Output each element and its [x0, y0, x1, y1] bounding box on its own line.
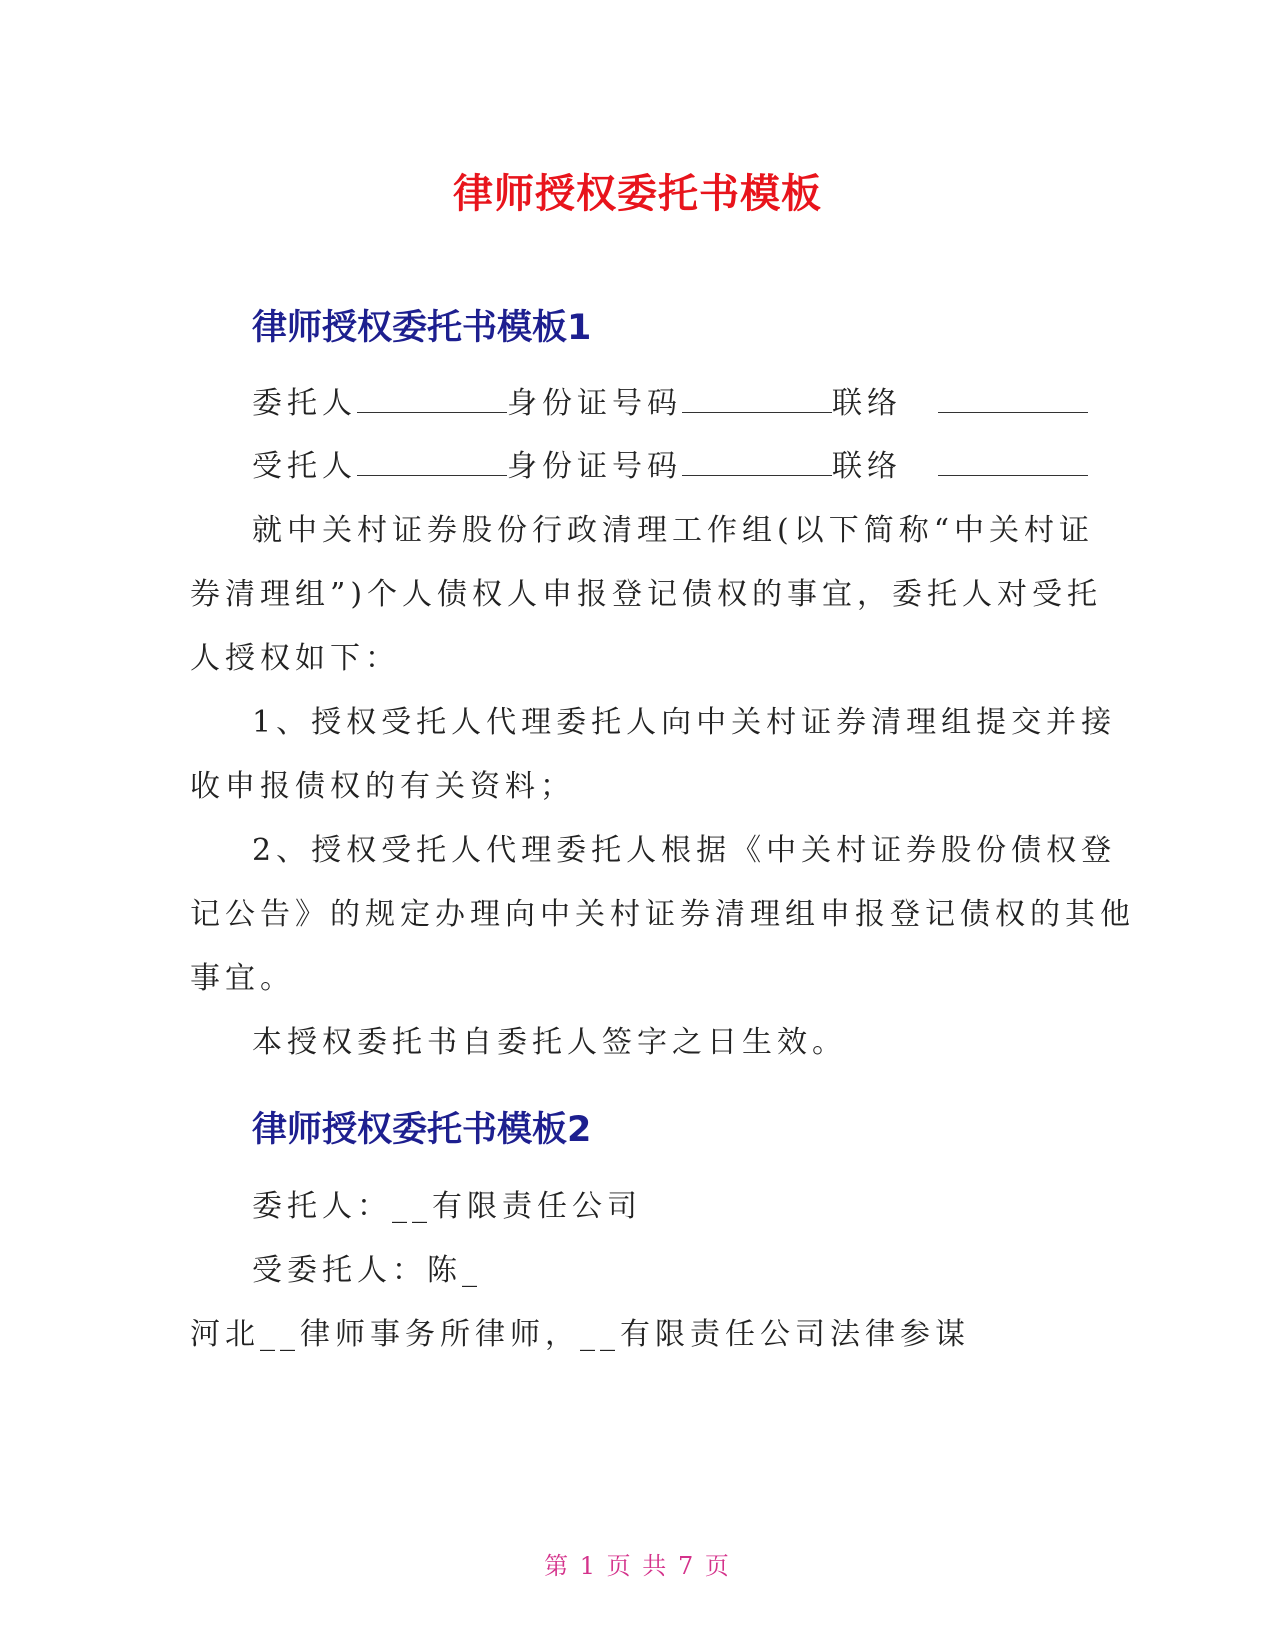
agent-label: 受托人	[252, 449, 357, 484]
paragraph-line: 券清理组”)个人债权人申报登记债权的事宜，委托人对受托	[190, 577, 1103, 612]
agent-contact-blank	[938, 449, 1088, 476]
list-item-line: 事宜。	[190, 961, 295, 996]
entrusted-agent: 受委托人：陈_	[252, 1253, 482, 1288]
paragraph-line: 就中关村证券股份行政清理工作组(以下简称“中关村证	[252, 513, 1095, 548]
principal-label: 委托人	[252, 386, 357, 421]
agent-row	[252, 447, 902, 487]
agent-contact-label: 联络	[832, 449, 902, 484]
document-title: 律师授权委托书模板	[453, 171, 822, 217]
list-item-line: 2、授权受托人代理委托人根据《中关村证券股份债权登	[252, 833, 1117, 868]
principal-contact-label: 联络	[832, 386, 902, 421]
effective-statement: 本授权委托书自委托人签字之日生效。	[252, 1025, 847, 1060]
list-item-line: 记公告》的规定办理向中关村证券清理组申报登记债权的其他	[190, 897, 1135, 932]
section-2-heading: 律师授权委托书模板2	[252, 1110, 592, 1150]
principal-name-blank	[357, 386, 507, 413]
principal-contact-blank	[938, 386, 1088, 413]
list-item-line: 1、授权受托人代理委托人向中关村证券清理组提交并接	[252, 705, 1117, 740]
agent-name-blank	[357, 449, 507, 476]
principal-row	[252, 384, 902, 424]
agent-contact-field	[938, 447, 1088, 487]
principal-id-blank	[682, 386, 832, 413]
agent-detail: 河北__律师事务所律师，__有限责任公司法律参谋	[190, 1317, 970, 1352]
principal-contact-field	[938, 384, 1088, 424]
agent-id-blank	[682, 449, 832, 476]
section-1-heading: 律师授权委托书模板1	[252, 308, 592, 348]
principal-id-label: 身份证号码	[507, 386, 682, 421]
paragraph-line: 人授权如下：	[190, 641, 400, 676]
principal-company: 委托人：__有限责任公司	[252, 1189, 642, 1224]
page-number: 第 1 页 共 7 页	[544, 1552, 731, 1580]
list-item-line: 收申报债权的有关资料；	[190, 769, 575, 804]
agent-id-label: 身份证号码	[507, 449, 682, 484]
